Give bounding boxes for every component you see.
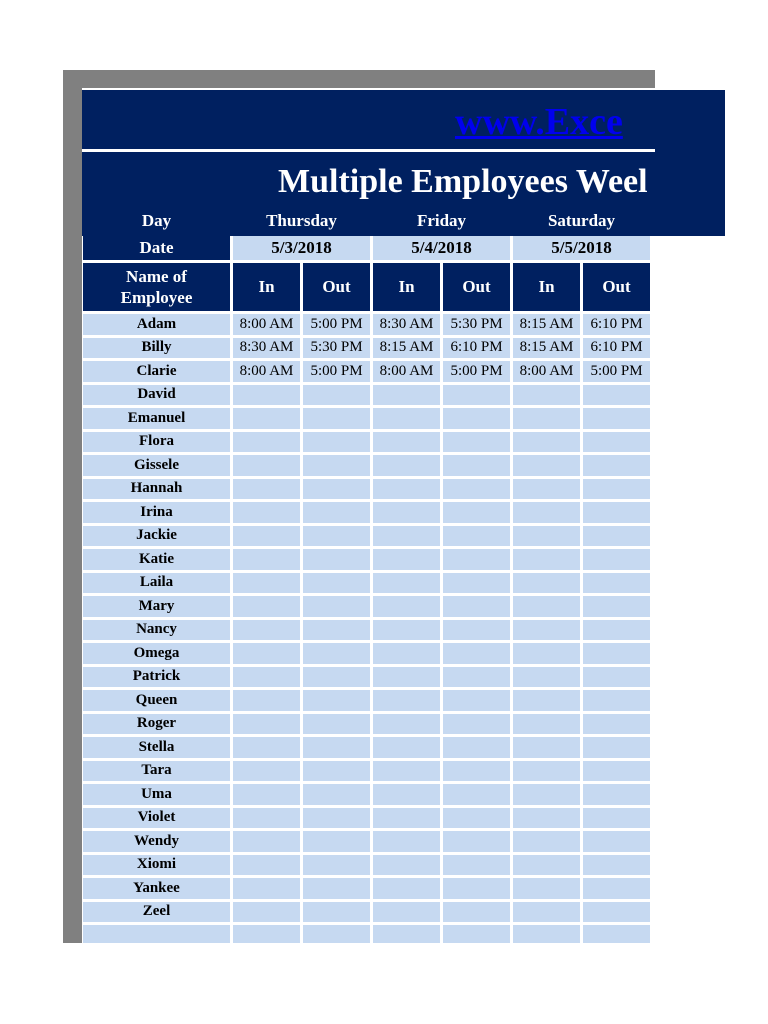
- time-cell-friday-in[interactable]: [373, 432, 440, 453]
- time-cell-saturday-in[interactable]: [513, 643, 580, 664]
- time-cell-thursday-out[interactable]: [303, 620, 370, 641]
- time-cell-saturday-out[interactable]: [583, 643, 650, 664]
- table-row: [83, 878, 650, 899]
- table-row: [83, 831, 650, 852]
- time-cell-saturday-in[interactable]: 8:15 AM: [513, 338, 580, 359]
- table-row: [83, 526, 650, 547]
- employee-name-cell[interactable]: Violet: [83, 808, 230, 829]
- time-cell-saturday-out[interactable]: [583, 596, 650, 617]
- time-cell-saturday-in[interactable]: [513, 526, 580, 547]
- time-cell-thursday-out[interactable]: [303, 667, 370, 688]
- date-cell-saturday[interactable]: 5/5/2018: [513, 236, 650, 260]
- time-cell-friday-in[interactable]: [373, 502, 440, 523]
- time-cell-thursday-out[interactable]: [303, 385, 370, 406]
- date-label: Date: [83, 236, 230, 260]
- time-cell-saturday-out[interactable]: [583, 385, 650, 406]
- time-cell-saturday-in[interactable]: [513, 761, 580, 782]
- time-cell-friday-in[interactable]: [373, 925, 440, 943]
- time-cell-friday-in[interactable]: [373, 831, 440, 852]
- time-cell-thursday-in[interactable]: [233, 455, 300, 476]
- table-row: [83, 549, 650, 570]
- time-cell-thursday-out[interactable]: 5:00 PM: [303, 361, 370, 382]
- time-cell-saturday-in[interactable]: [513, 784, 580, 805]
- time-cell-saturday-in[interactable]: [513, 408, 580, 429]
- table-row: [83, 455, 650, 476]
- time-cell-friday-out[interactable]: [443, 667, 510, 688]
- time-cell-thursday-in[interactable]: [233, 408, 300, 429]
- table-row: [83, 855, 650, 876]
- time-cell-saturday-out[interactable]: [583, 432, 650, 453]
- time-cell-saturday-in[interactable]: [513, 855, 580, 876]
- out-header-thursday: Out: [303, 263, 370, 311]
- in-header-thursday: In: [233, 263, 300, 311]
- table-row: [83, 925, 650, 943]
- time-cell-saturday-out[interactable]: [583, 526, 650, 547]
- time-cell-saturday-out[interactable]: [583, 479, 650, 500]
- employee-name-cell[interactable]: Zeel: [83, 902, 230, 923]
- time-cell-saturday-out[interactable]: [583, 902, 650, 923]
- time-cell-friday-out[interactable]: [443, 455, 510, 476]
- employee-name-cell[interactable]: Stella: [83, 737, 230, 758]
- time-cell-friday-out[interactable]: [443, 432, 510, 453]
- time-cell-friday-out[interactable]: [443, 690, 510, 711]
- time-cell-friday-out[interactable]: [443, 808, 510, 829]
- time-cell-friday-in[interactable]: [373, 737, 440, 758]
- time-cell-thursday-in[interactable]: [233, 925, 300, 943]
- time-cell-saturday-in[interactable]: [513, 690, 580, 711]
- time-cell-friday-out[interactable]: [443, 784, 510, 805]
- time-cell-friday-out[interactable]: 6:10 PM: [443, 338, 510, 359]
- time-cell-saturday-in[interactable]: [513, 902, 580, 923]
- time-cell-thursday-in[interactable]: [233, 432, 300, 453]
- time-cell-thursday-in[interactable]: [233, 902, 300, 923]
- time-cell-thursday-in[interactable]: [233, 714, 300, 735]
- time-cell-friday-out[interactable]: 5:30 PM: [443, 314, 510, 335]
- time-cell-saturday-in[interactable]: [513, 549, 580, 570]
- out-header-friday: Out: [443, 263, 510, 311]
- day-header-saturday: Saturday: [513, 209, 650, 233]
- time-cell-thursday-out[interactable]: [303, 714, 370, 735]
- time-cell-friday-out[interactable]: [443, 714, 510, 735]
- time-cell-friday-out[interactable]: [443, 596, 510, 617]
- time-cell-saturday-out[interactable]: [583, 737, 650, 758]
- table-row: [83, 432, 650, 453]
- table-row: [83, 714, 650, 735]
- time-cell-saturday-out[interactable]: [583, 620, 650, 641]
- time-cell-thursday-in[interactable]: [233, 596, 300, 617]
- time-cell-thursday-out[interactable]: [303, 596, 370, 617]
- employee-name-cell[interactable]: Omega: [83, 643, 230, 664]
- time-cell-friday-in[interactable]: [373, 549, 440, 570]
- employee-name-cell[interactable]: Queen: [83, 690, 230, 711]
- employee-name-cell[interactable]: Roger: [83, 714, 230, 735]
- time-cell-friday-in[interactable]: 8:00 AM: [373, 361, 440, 382]
- time-cell-friday-in[interactable]: [373, 455, 440, 476]
- time-cell-friday-in[interactable]: [373, 643, 440, 664]
- time-cell-saturday-in[interactable]: [513, 455, 580, 476]
- time-cell-saturday-out[interactable]: [583, 784, 650, 805]
- time-cell-thursday-in[interactable]: [233, 620, 300, 641]
- time-cell-thursday-in[interactable]: [233, 526, 300, 547]
- time-cell-thursday-out[interactable]: [303, 737, 370, 758]
- time-cell-thursday-out[interactable]: [303, 808, 370, 829]
- time-cell-thursday-out[interactable]: [303, 784, 370, 805]
- table-row: [83, 902, 650, 923]
- time-cell-saturday-out[interactable]: 6:10 PM: [583, 314, 650, 335]
- time-cell-thursday-out[interactable]: [303, 549, 370, 570]
- time-cell-friday-out[interactable]: [443, 502, 510, 523]
- time-cell-friday-in[interactable]: [373, 690, 440, 711]
- table-row: [83, 667, 650, 688]
- time-cell-thursday-out[interactable]: [303, 408, 370, 429]
- time-cell-saturday-in[interactable]: [513, 714, 580, 735]
- employee-name-cell[interactable]: [83, 925, 230, 943]
- time-cell-friday-in[interactable]: [373, 596, 440, 617]
- time-cell-thursday-in[interactable]: [233, 737, 300, 758]
- employee-name-cell[interactable]: Mary: [83, 596, 230, 617]
- day-label: Day: [83, 209, 230, 233]
- table-row: [83, 808, 650, 829]
- time-cell-friday-in[interactable]: [373, 573, 440, 594]
- employee-name-cell[interactable]: Jackie: [83, 526, 230, 547]
- employee-name-cell[interactable]: Wendy: [83, 831, 230, 852]
- time-cell-friday-in[interactable]: [373, 479, 440, 500]
- table-row: [83, 385, 650, 406]
- table-row: [83, 314, 650, 335]
- time-cell-friday-out[interactable]: [443, 761, 510, 782]
- employee-name-cell[interactable]: Clarie: [83, 361, 230, 382]
- time-cell-thursday-in[interactable]: [233, 502, 300, 523]
- time-cell-thursday-in[interactable]: [233, 690, 300, 711]
- table-row: [83, 690, 650, 711]
- employee-name-cell[interactable]: Xiomi: [83, 855, 230, 876]
- time-cell-saturday-in[interactable]: [513, 479, 580, 500]
- time-cell-thursday-out[interactable]: [303, 902, 370, 923]
- time-cell-saturday-in[interactable]: [513, 596, 580, 617]
- table-row: [83, 573, 650, 594]
- time-cell-friday-in[interactable]: [373, 761, 440, 782]
- time-cell-saturday-out[interactable]: [583, 667, 650, 688]
- time-cell-friday-out[interactable]: [443, 620, 510, 641]
- time-cell-saturday-in[interactable]: [513, 502, 580, 523]
- time-cell-saturday-in[interactable]: [513, 667, 580, 688]
- time-cell-saturday-in[interactable]: [513, 385, 580, 406]
- time-cell-thursday-in[interactable]: [233, 385, 300, 406]
- employee-name-cell[interactable]: Patrick: [83, 667, 230, 688]
- time-cell-thursday-in[interactable]: [233, 761, 300, 782]
- time-cell-saturday-out[interactable]: [583, 878, 650, 899]
- time-cell-saturday-in[interactable]: 8:00 AM: [513, 361, 580, 382]
- time-cell-friday-out[interactable]: [443, 526, 510, 547]
- time-cell-friday-out[interactable]: [443, 643, 510, 664]
- time-cell-thursday-in[interactable]: [233, 831, 300, 852]
- time-cell-thursday-out[interactable]: [303, 526, 370, 547]
- employee-name-cell[interactable]: Uma: [83, 784, 230, 805]
- banner-overflow: [655, 90, 725, 236]
- time-cell-thursday-out[interactable]: [303, 855, 370, 876]
- table-row: [83, 761, 650, 782]
- time-cell-friday-in[interactable]: [373, 784, 440, 805]
- employee-name-cell[interactable]: Laila: [83, 573, 230, 594]
- time-cell-friday-in[interactable]: [373, 808, 440, 829]
- time-cell-friday-in[interactable]: [373, 408, 440, 429]
- time-cell-friday-out[interactable]: [443, 855, 510, 876]
- table-row: [83, 361, 650, 382]
- time-cell-friday-in[interactable]: 8:15 AM: [373, 338, 440, 359]
- day-header-friday: Friday: [373, 209, 510, 233]
- employee-name-cell[interactable]: Gissele: [83, 455, 230, 476]
- time-cell-thursday-out[interactable]: [303, 831, 370, 852]
- employee-name-cell[interactable]: Billy: [83, 338, 230, 359]
- time-cell-friday-in[interactable]: [373, 855, 440, 876]
- time-cell-friday-out[interactable]: [443, 831, 510, 852]
- time-cell-friday-out[interactable]: [443, 902, 510, 923]
- table-row: [83, 784, 650, 805]
- time-cell-friday-in[interactable]: [373, 385, 440, 406]
- time-cell-saturday-in[interactable]: [513, 432, 580, 453]
- time-cell-saturday-in[interactable]: 8:15 AM: [513, 314, 580, 335]
- time-cell-thursday-in[interactable]: [233, 479, 300, 500]
- website-link[interactable]: www.Exce: [455, 101, 623, 143]
- time-cell-thursday-in[interactable]: [233, 573, 300, 594]
- time-cell-thursday-out[interactable]: [303, 925, 370, 943]
- employee-name-cell[interactable]: Flora: [83, 432, 230, 453]
- time-cell-saturday-in[interactable]: [513, 831, 580, 852]
- date-cell-friday[interactable]: 5/4/2018: [373, 236, 510, 260]
- time-cell-friday-in[interactable]: [373, 878, 440, 899]
- time-cell-thursday-out[interactable]: [303, 573, 370, 594]
- time-cell-saturday-in[interactable]: [513, 808, 580, 829]
- table-row: [83, 479, 650, 500]
- time-cell-thursday-in[interactable]: [233, 667, 300, 688]
- time-cell-friday-out[interactable]: [443, 408, 510, 429]
- time-cell-friday-in[interactable]: [373, 902, 440, 923]
- time-cell-saturday-out[interactable]: [583, 761, 650, 782]
- page-title: Multiple Employees Weel: [278, 163, 648, 200]
- day-header-thursday: Thursday: [233, 209, 370, 233]
- date-cell-thursday[interactable]: 5/3/2018: [233, 236, 370, 260]
- time-cell-friday-in[interactable]: [373, 620, 440, 641]
- time-cell-friday-out[interactable]: [443, 573, 510, 594]
- time-cell-friday-out[interactable]: [443, 549, 510, 570]
- table-row: [83, 502, 650, 523]
- time-cell-saturday-out[interactable]: [583, 502, 650, 523]
- time-cell-thursday-out[interactable]: [303, 432, 370, 453]
- time-cell-friday-in[interactable]: [373, 667, 440, 688]
- time-cell-friday-out[interactable]: [443, 479, 510, 500]
- time-cell-thursday-out[interactable]: 5:30 PM: [303, 338, 370, 359]
- time-cell-thursday-out[interactable]: [303, 878, 370, 899]
- employee-name-cell[interactable]: Hannah: [83, 479, 230, 500]
- time-cell-thursday-in[interactable]: [233, 878, 300, 899]
- time-cell-thursday-in[interactable]: 8:30 AM: [233, 338, 300, 359]
- time-cell-thursday-in[interactable]: [233, 549, 300, 570]
- time-cell-friday-in[interactable]: [373, 714, 440, 735]
- time-cell-friday-out[interactable]: [443, 878, 510, 899]
- timesheet-table: [82, 206, 653, 943]
- time-cell-saturday-out[interactable]: [583, 455, 650, 476]
- in-header-saturday: In: [513, 263, 580, 311]
- time-cell-friday-out[interactable]: [443, 925, 510, 943]
- in-header-friday: In: [373, 263, 440, 311]
- time-cell-thursday-in[interactable]: [233, 784, 300, 805]
- time-cell-thursday-out[interactable]: [303, 690, 370, 711]
- time-cell-saturday-out[interactable]: 5:00 PM: [583, 361, 650, 382]
- employee-name-cell[interactable]: Tara: [83, 761, 230, 782]
- time-cell-thursday-out[interactable]: 5:00 PM: [303, 314, 370, 335]
- time-cell-thursday-in[interactable]: [233, 643, 300, 664]
- time-cell-thursday-in[interactable]: [233, 855, 300, 876]
- time-cell-thursday-out[interactable]: [303, 643, 370, 664]
- time-cell-saturday-in[interactable]: [513, 925, 580, 943]
- employee-name-cell[interactable]: Irina: [83, 502, 230, 523]
- table-row: [83, 737, 650, 758]
- time-cell-saturday-in[interactable]: [513, 573, 580, 594]
- time-cell-thursday-out[interactable]: [303, 455, 370, 476]
- out-header-saturday: Out: [583, 263, 650, 311]
- time-cell-thursday-in[interactable]: [233, 808, 300, 829]
- time-cell-saturday-out[interactable]: 6:10 PM: [583, 338, 650, 359]
- table-row: [83, 596, 650, 617]
- time-cell-thursday-in[interactable]: 8:00 AM: [233, 361, 300, 382]
- table-row: [83, 408, 650, 429]
- time-cell-saturday-out[interactable]: [583, 855, 650, 876]
- employee-name-header: [83, 263, 230, 311]
- time-cell-friday-out[interactable]: 5:00 PM: [443, 361, 510, 382]
- time-cell-thursday-out[interactable]: [303, 761, 370, 782]
- table-row: [83, 643, 650, 664]
- time-cell-saturday-out[interactable]: [583, 714, 650, 735]
- timesheet: [82, 88, 655, 943]
- time-cell-friday-in[interactable]: 8:30 AM: [373, 314, 440, 335]
- employee-name-cell[interactable]: Adam: [83, 314, 230, 335]
- employee-name-cell[interactable]: Emanuel: [83, 408, 230, 429]
- time-cell-saturday-out[interactable]: [583, 925, 650, 943]
- time-cell-thursday-out[interactable]: [303, 479, 370, 500]
- time-cell-saturday-in[interactable]: [513, 620, 580, 641]
- time-cell-saturday-out[interactable]: [583, 408, 650, 429]
- time-cell-saturday-out[interactable]: [583, 831, 650, 852]
- time-cell-saturday-out[interactable]: [583, 690, 650, 711]
- table-row: [83, 338, 650, 359]
- employee-name-cell[interactable]: Yankee: [83, 878, 230, 899]
- time-cell-saturday-in[interactable]: [513, 878, 580, 899]
- time-cell-friday-out[interactable]: [443, 385, 510, 406]
- table-row: [83, 620, 650, 641]
- time-cell-saturday-out[interactable]: [583, 573, 650, 594]
- time-cell-saturday-out[interactable]: [583, 549, 650, 570]
- employee-name-cell[interactable]: Nancy: [83, 620, 230, 641]
- employee-name-cell[interactable]: David: [83, 385, 230, 406]
- employee-name-cell[interactable]: Katie: [83, 549, 230, 570]
- time-cell-saturday-out[interactable]: [583, 808, 650, 829]
- banner-divider: [82, 149, 655, 152]
- time-cell-friday-out[interactable]: [443, 737, 510, 758]
- time-cell-thursday-in[interactable]: 8:00 AM: [233, 314, 300, 335]
- time-cell-saturday-in[interactable]: [513, 737, 580, 758]
- employee-name-header-line2: Employee: [120, 288, 193, 307]
- time-cell-friday-in[interactable]: [373, 526, 440, 547]
- time-cell-thursday-out[interactable]: [303, 502, 370, 523]
- employee-name-header-line1: Name of: [126, 267, 187, 286]
